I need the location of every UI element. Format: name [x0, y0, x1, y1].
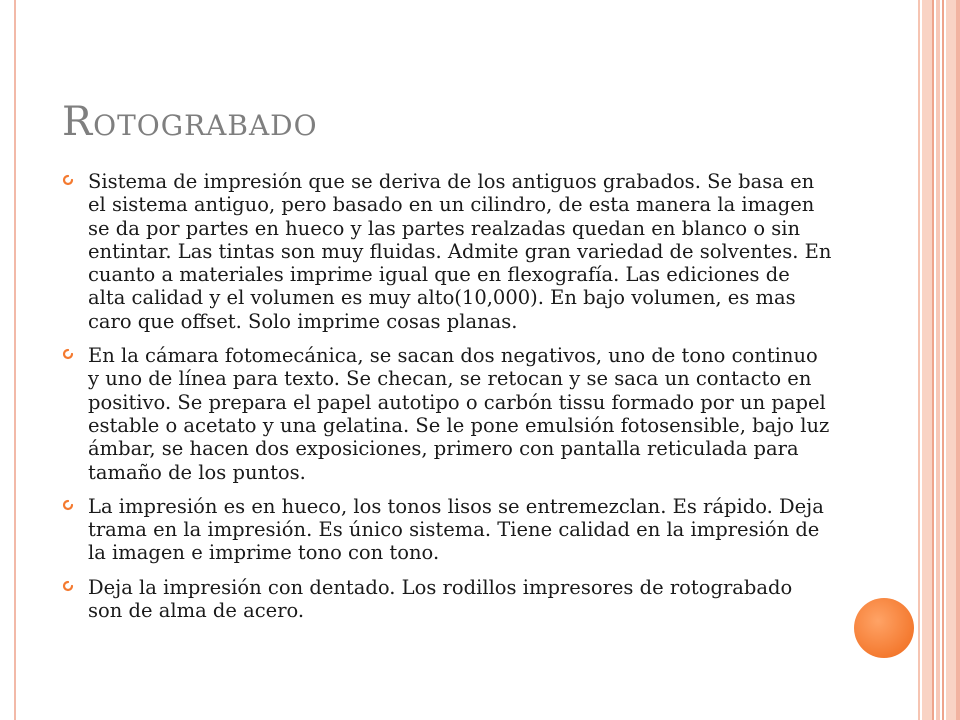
- bullet-icon: [62, 499, 74, 511]
- left-border-line: [14, 0, 16, 720]
- list-item: [62, 576, 832, 623]
- right-stripe: [946, 0, 956, 720]
- right-stripe: [942, 0, 944, 720]
- right-stripe: [918, 0, 920, 720]
- right-stripe: [922, 0, 932, 720]
- slide-title: Rotograbado: [62, 99, 318, 145]
- decorative-orange-circle: [854, 598, 914, 658]
- right-stripe: [932, 0, 934, 720]
- bullet-icon: [62, 174, 74, 186]
- list-item: [62, 170, 832, 333]
- bullet-list: [62, 170, 832, 633]
- bullet-text: La impresión es en hueco, los tonos lisos se entremezclan. Es rápido. Deja trama en la impresión. Es único sistema. Tiene calidad en la impresión de la imagen e imprime tono con tono.: [88, 494, 824, 565]
- bullet-text: Deja la impresión con dentado. Los rodillos impresores de rotograbado son de alma de acero.: [88, 575, 793, 623]
- right-stripe: [936, 0, 940, 720]
- list-item: [62, 344, 832, 484]
- bullet-icon: [62, 580, 74, 592]
- right-stripe: [956, 0, 960, 720]
- bullet-text: Sistema de impresión que se deriva de los antiguos grabados. Se basa en el sistema antiguo, pero basado en un cilindro, de esta manera la imagen se da por partes en hueco y las partes realzadas quedan en blanco o sin entintar. Las tintas son muy fluidas. Admite gran variedad de solventes. En cuanto a materiales imprime igual que en flexografía. Las ediciones de alta calidad y el volumen es muy alto(10,000). En bajo volumen, es mas caro que offset. Solo imprime cosas planas.: [88, 170, 832, 333]
- bullet-icon: [62, 348, 74, 360]
- bullet-text: En la cámara fotomecánica, se sacan dos negativos, uno de tono continuo y uno de línea para texto. Se checan, se retocan y se saca un contacto en positivo. Se prepara el papel autotipo o carbón tissu formado por un papel estable o acetato y una gelatina. Se le pone emulsión fotosensible, bajo luz ámbar, se hacen dos exposiciones, primero con pantalla reticulada para tamaño de los puntos.: [88, 344, 830, 484]
- list-item: [62, 495, 832, 565]
